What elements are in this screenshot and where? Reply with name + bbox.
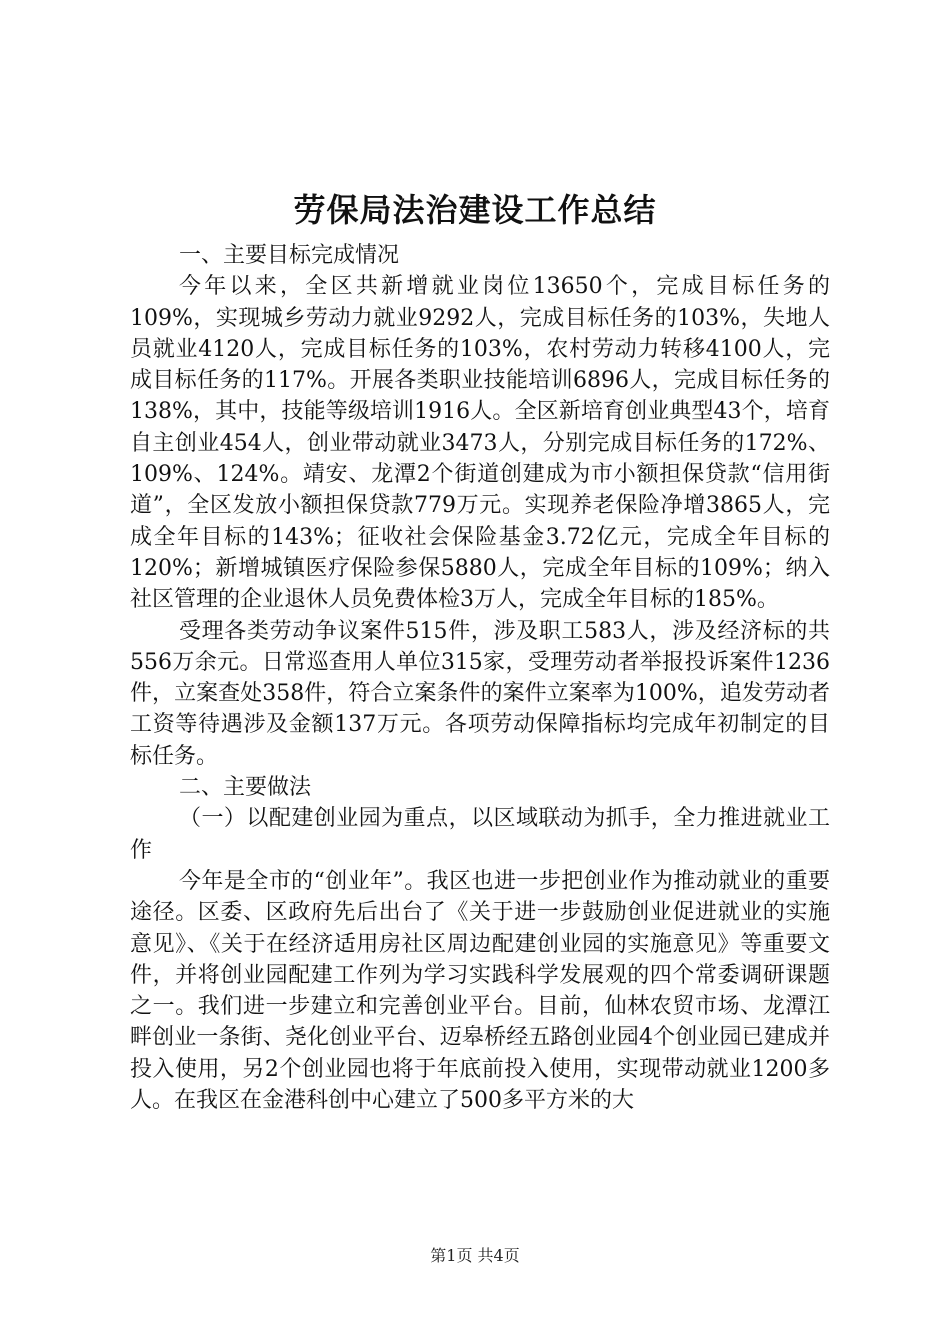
paragraph-targets: 今年以来，全区共新增就业岗位13650个，完成目标任务的109%，实现城乡劳动力就业9292人，完成目标任务的103%，失地人员就业4120人，完成目标任务的103%，农村劳动力转移4100人，完成目标任务的117%。开展各类职业技能培训6896人，完成目标任务的138%，其中，技能等级培训1916人。全区新培育创业典型43个，培育自主创业454人，创业带动就业3473人，分别完成目标任务的172%、109%、124%。靖安、龙潭2个街道创建成为市小额担保贷款“信用街道”，全区发放小额担保贷款779万元。实现养老保险净增3865人，完成全年目标的143%；征收社会保险基金3.72亿元，完成全年目标的120%；新增城镇医疗保险参保5880人，完成全年目标的109%；纳入社区管理的企业退休人员免费体检3万人，完成全年目标的185%。 [130, 274, 830, 613]
document-title: 劳保局法治建设工作总结 [293, 191, 657, 229]
section-heading-2: 二、主要做法 [179, 775, 312, 801]
page-number: 第1页 共4页 [430, 1246, 520, 1265]
section-heading-1: 一、主要目标完成情况 [179, 243, 400, 268]
subsection-heading-1: （一）以配建创业园为重点，以区域联动为抓手，全力推进就业工作 [130, 806, 830, 863]
paragraph-disputes: 受理各类劳动争议案件515件，涉及职工583人，涉及经济标的共556万余元。日常巡查用人单位315家，受理劳动者举报投诉案件1236件，立案查处358件，符合立案条件的案件立案率为100%，追发劳动者工资等待遇涉及金额137万元。各项劳动保障指标均完成年初制定的目标任务。 [130, 618, 830, 769]
paragraph-entrepreneurship: 今年是全市的“创业年”。我区也进一步把创业作为推动就业的重要途径。区委、区政府先后出台了《关于进一步鼓励创业促进就业的实施意见》、《关于在经济适用房社区周边配建创业园的实施意见》等重要文件，并将创业园配建工作列为学习实践科学发展观的四个常委调研课题之一。我们进一步建立和完善创业平台。目前，仙林农贸市场、龙潭江畔创业一条街、尧化创业平台、迈皋桥经五路创业园4个创业园已建成并投入使用，另2个创业园也将于年底前投入使用，实现带动就业1200多人。在我区在金港科创中心建立了500多平方米的大 [130, 868, 830, 1114]
document-body [130, 240, 830, 1116]
